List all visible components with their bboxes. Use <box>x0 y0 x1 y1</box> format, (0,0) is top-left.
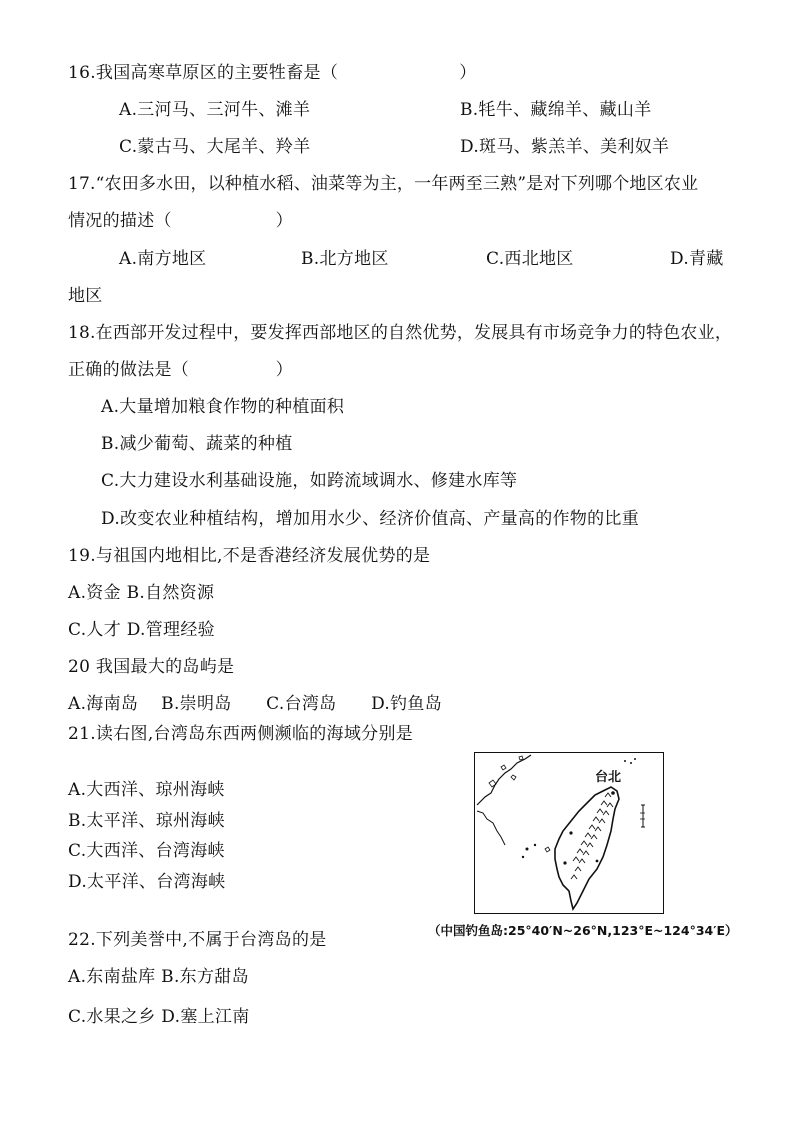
q21-option-a: A.大西洋、琼州海峡 <box>68 780 225 800</box>
q16-option-b: B.牦牛、藏绵羊、藏山羊 <box>460 100 652 120</box>
q17-option-a: A.南方地区 <box>119 249 207 269</box>
q17-option-c: C.西北地区 <box>486 249 574 269</box>
q16-stem: 16.我国高寒草原区的主要牲畜是（ ） <box>68 63 477 83</box>
q17-option-d-cont: 地区 <box>68 286 103 306</box>
q18-option-c: C.大力建设水利基础设施，如跨流域调水、修建水库等 <box>101 471 518 491</box>
q16-option-a: A.三河马、三河牛、滩羊 <box>119 100 311 120</box>
taipei-label: 台北 <box>595 770 622 785</box>
q19-options-ab: A.资金 B.自然资源 <box>68 583 215 603</box>
q19-stem: 19.与祖国内地相比,不是香港经济发展优势的是 <box>68 546 431 566</box>
q17-option-d: D.青藏 <box>670 249 724 269</box>
q20-stem: 20 我国最大的岛屿是 <box>68 657 235 677</box>
q21-stem: 21.读右图,台湾岛东西两侧濒临的海域分别是 <box>68 724 414 744</box>
q16-option-d: D.斑马、紫羔羊、美利奴羊 <box>460 137 670 157</box>
q17-stem-line1: 17.“农田多水田，以种植水稻、油菜等为主，一年两至三熟”是对下列哪个地区农业 <box>68 174 699 194</box>
q20-options: A.海南岛 B.崇明岛 C.台湾岛 D.钓鱼岛 <box>68 694 443 714</box>
q17-option-b: B.北方地区 <box>301 249 389 269</box>
map-caption: （中国钓鱼岛:25°40′N~26°N,123°E~124°34′E） <box>428 923 738 938</box>
q18-stem-line2: 正确的做法是（ ） <box>68 360 293 380</box>
q18-option-b: B.减少葡萄、蔬菜的种植 <box>101 434 293 454</box>
q19-options-cd: C.人才 D.管理经验 <box>68 620 215 640</box>
q22-stem: 22.下列美誉中,不属于台湾岛的是 <box>68 930 327 950</box>
taiwan-map <box>474 752 664 914</box>
q17-stem-line2: 情况的描述（ ） <box>68 211 293 231</box>
q21-option-b: B.太平洋、琼州海峡 <box>68 811 225 831</box>
q18-option-a: A.大量增加粮食作物的种植面积 <box>101 397 345 417</box>
q21-option-d: D.太平洋、台湾海峡 <box>68 872 226 892</box>
q22-options-cd: C.水果之乡 D.塞上江南 <box>68 1007 250 1027</box>
q18-stem-line1: 18.在西部开发过程中，要发挥西部地区的自然优势，发展具有市场竞争力的特色农业， <box>68 323 733 343</box>
taiwan-map-graphic <box>475 753 663 913</box>
q21-option-c: C.大西洋、台湾海峡 <box>68 841 225 861</box>
q16-option-c: C.蒙古马、大尾羊、羚羊 <box>119 137 311 157</box>
q18-option-d: D.改变农业种植结构，增加用水少、经济价值高、产量高的作物的比重 <box>101 509 640 529</box>
q22-options-ab: A.东南盐库 B.东方甜岛 <box>68 967 249 987</box>
